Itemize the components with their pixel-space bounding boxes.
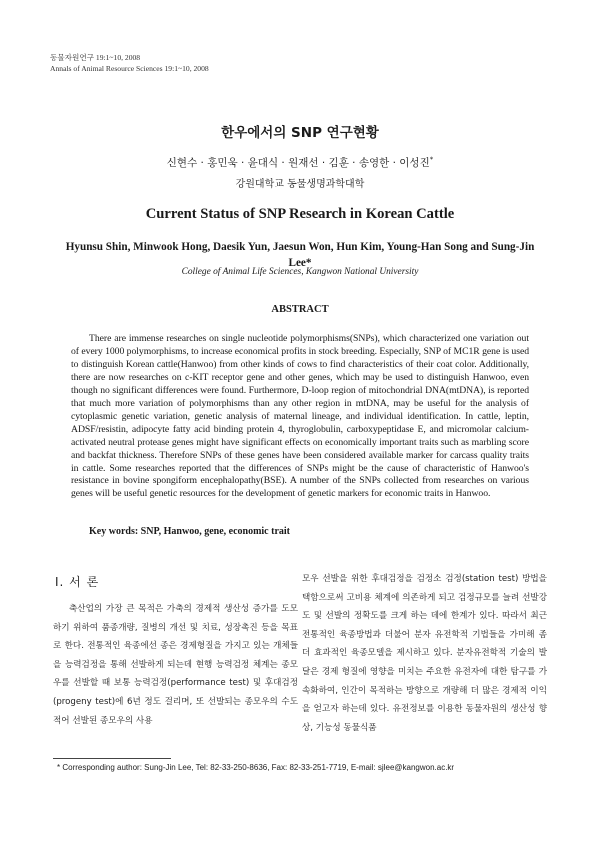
english-authors: Hyunsu Shin, Minwook Hong, Daesik Yun, Jaesun Won, Hun Kim, Young-Han Song and Sung-Jin Lee*: [65, 241, 535, 269]
intro-left-column: 축산업의 가장 큰 목적은 가축의 경제적 생산성 증가를 도모하기 위하여 품종개량, 질병의 개선 및 치료, 성장촉진 등을 목표로 한다. 전통적인 육종에선 종은 경제형질을 가지고 있는 개체들을 능력검정을 통해 선발하게 되는데 현행 능력검정 체계는 종모우를 선발할 때 보통 능력검정(performance test) 및 후대검정(progeny test)에 6년 정도 걸리며, 또 선발되는 종모우의 수도 적어 선발된 종모우의 사용: [53, 604, 298, 726]
journal-header: [50, 52, 209, 74]
english-affiliation: College of Animal Life Sciences, Kangwon National University: [181, 267, 419, 277]
journal-line-korean: 동물자원연구 19:1~10, 2008: [50, 53, 141, 62]
footnote-divider: [53, 758, 171, 759]
korean-title: 한우에서의 SNP 연구현황: [221, 125, 379, 141]
english-title: Current Status of SNP Research in Korean Cattle: [145, 206, 455, 222]
korean-authors-text: 신현수 · 홍민욱 · 윤대식 · 원재선 · 김훈 · 송영한 · 이성진: [166, 157, 430, 169]
abstract-text: There are immense researches on single nucleotide polymorphisms(SNPs), which characterized one variation out of every 1000 polymorphisms, to increase economical profits in stock breeding. Especially, SNP of MC1R gene is used to distinguish Korean cattle(Hanwoo) from other kinds of cows to find characteristics of their coat color. Additionally, there are now researches on c-KIT receptor gene and other genes, which may be used to distinguish Hanwoo, even though no significant differences were found. Furthermore, D-loop region of mitochondrial DNA(mtDNA), is reported that much more variation of polymorphisms than any other region in mtDNA, may be useful for the analysis of cytoplasmic genetic variation, genetic analysis of maternal lineage, and individual identification. In cattle, leptin, ADSF/resistin, adipocyte fatty acid binding protein 4, thyroglobulin, carboxypeptidase E, and micromolar calcium-activated neutral protease genes might have significant effects on economically important traits such as marbling score and backfat thickness. Therefore SNPs of these genes have been considered available marker for carcass quality traits in cattle. Some researches reported that the differences of SNPs might be the cause of characteristic of Hanwoo's resistance in bovine spongiform encephalopathy(BSE). A number of the SNPs collected from researches on various genes will be useful genetic resources for the development of genetic markers for economic traits in Hanwoo.: [71, 333, 529, 500]
corresponding-author-mark: *: [429, 155, 434, 164]
section-heading-introduction: Ⅰ. 서 론: [55, 575, 100, 589]
korean-affiliation: 강원대학교 동물생명과학대학: [235, 179, 365, 190]
keywords: Key words: SNP, Hanwoo, gene, economic trait: [89, 526, 290, 537]
corresponding-author-footnote: * Corresponding author: Sung-Jin Lee, Tel: 82-33-250-8636, Fax: 82-33-251-7719, E-mail: sjlee@kangwon.ac.kr: [57, 763, 455, 772]
korean-authors: [0, 155, 600, 170]
abstract-heading: ABSTRACT: [271, 304, 329, 315]
journal-line-english: Annals of Animal Resource Sciences 19:1~10, 2008: [50, 64, 209, 73]
intro-right-column: 모우 선발을 위한 후대검정을 검정소 검정(station test) 방법을 택함으로써 고비용 체계에 의존하게 되고 검정규모를 늘려 선발강도 및 선발의 정확도를 크게 하는 데에 한계가 있다. 따라서 최근 전통적인 육종방법과 더불어 분자 유전학적 기법들을 가미해 좀 더 효과적인 육종모델을 제시하고 있다. 분자유전학적 기술의 발달은 경제 형질에 영향을 미치는 주요한 유전자에 대한 탐구를 가속화하여, 인간이 목적하는 방향으로 개량해 더 많은 경제적 이익을 얻고자 하는데 있다. 유전정보를 이용한 동물자원의 생산성 향상, 기능성 동물식품: [302, 574, 547, 733]
